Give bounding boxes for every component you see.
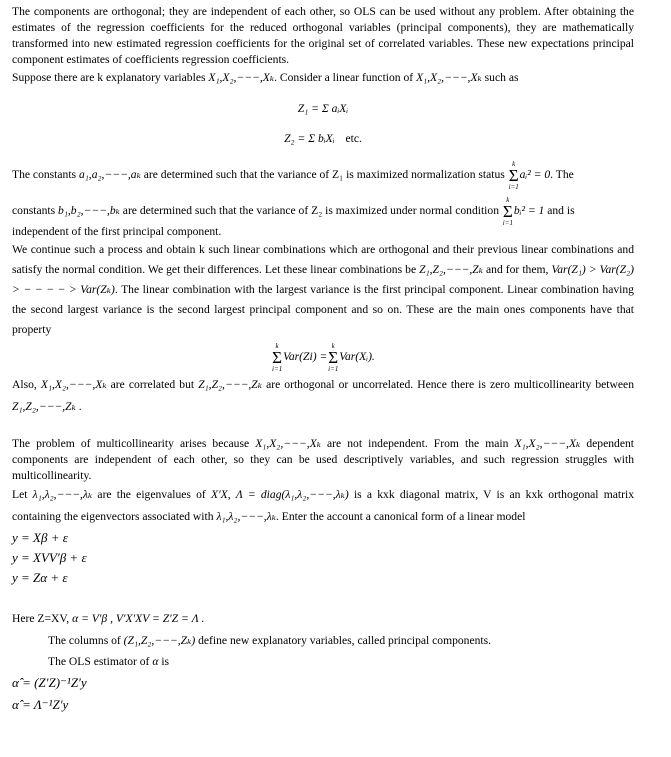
paragraph-independent: independent of the first principal component. bbox=[12, 225, 222, 238]
paragraph-intro: The components are orthogonal; they are independent of each other, so OLS can be used without any problem. After obtaining the estimates of the regression coefficients for the reduced orthogonal variables (principal components), they are mathematically transformed into new estimated regression coefficients for the original set of correlated variables. These new expectations principal component estimates of coefficients regression coefficients. bbox=[12, 5, 634, 66]
paragraph-also: Also, X₁,X₂,−−−,Xₖ are correlated but Z₁,Z₂,−−−,Zₖ are orthogonal or uncorrelated. Hence there is zero multicollinearity between Z₁,Z₂,−−−,Zₖ . bbox=[12, 378, 634, 413]
equation-model-3: y = Zα + ε bbox=[12, 570, 68, 585]
equation-estimator-2: α̂ = Λ⁻¹Z′y bbox=[12, 697, 69, 712]
paragraph-constants-b: constants b₁,b₂,−−−,bₖ are determined such that the variance of Z₂ is maximized under normal condition Σ k i=1 bᵢ² = 1 and is bbox=[12, 196, 575, 227]
paragraph-suppose: Suppose there are k explanatory variables X₁,X₂,−−−,Xₖ. Consider a linear function of X₁,X₂,−−−,Xₖ such as bbox=[12, 71, 519, 84]
summation-symbol: Σ k i=1 bbox=[502, 196, 513, 227]
equation-z1: Z₁ = Σ aᵢXᵢ bbox=[297, 102, 349, 115]
paragraph-ols: The OLS estimator of α is bbox=[48, 655, 170, 668]
paragraph-continue: We continue such a process and obtain k such linear combinations which are orthogonal and their previous linear combinations and satisfy the normal condition. We get their differences. Let these linear combinations be Z₁,Z₂,−−−,Zₖ and for them, Var(Z₁) > Var(Z₂) > − − − − > Var(Zₖ). The linear combination with the largest variance is the first principal component. Linear combination having the second largest variance is the second largest principal component and so on. These are the main ones components have that property bbox=[12, 243, 634, 336]
equation-model-1: y = Xβ + ε bbox=[12, 530, 68, 545]
paragraph-eigen: Let λ₁,λ₂,−−−,λₖ are the eigenvalues of X′X, Λ = diag(λ₁,λ₂,−−−,λₖ) is a kxk diagonal matrix, V is an kxk orthogonal matrix containing the eigenvectors associated with λ₁,λ₂,−−−,λₖ. Enter the account a canonical form of a linear model bbox=[12, 488, 634, 523]
equation-model-2: y = XVV′β + ε bbox=[12, 550, 87, 565]
paragraph-columns: The columns of (Z₁,Z₂,−−−,Zₖ) define new explanatory variables, called principal components. bbox=[48, 634, 492, 647]
paragraph-here: Here Z=XV, α = V′β , V′X′XV = Z′Z = Λ . bbox=[12, 612, 205, 625]
paragraph-constants-a: The constants a₁,a₂,−−−,aₖ are determined such that the variance of Z₁ is maximized normalization status Σ k i=1 aᵢ² = 0. The bbox=[12, 160, 574, 191]
equation-variance-sum: Σ k i=1 Var(Zi) =Σ k i=1 Var(Xᵢ). bbox=[272, 342, 375, 373]
equation-estimator-1: α̂ = (Z′Z)⁻¹Z′y bbox=[12, 675, 87, 690]
paragraph-problem: The problem of multicollinearity arises because X₁,X₂,−−−,Xₖ are not independent. From the main X₁,X₂,−−−,Xₖ dependent components are independent of each other, so they can be used descriptively variables, and such regression struggles with multicollinearity. bbox=[12, 437, 634, 482]
document-page bbox=[12, 4, 634, 716]
summation-symbol: Σ k i=1 bbox=[508, 160, 519, 191]
equation-z2: Z₂ = Σ bᵢXᵢ etc. bbox=[284, 132, 362, 145]
